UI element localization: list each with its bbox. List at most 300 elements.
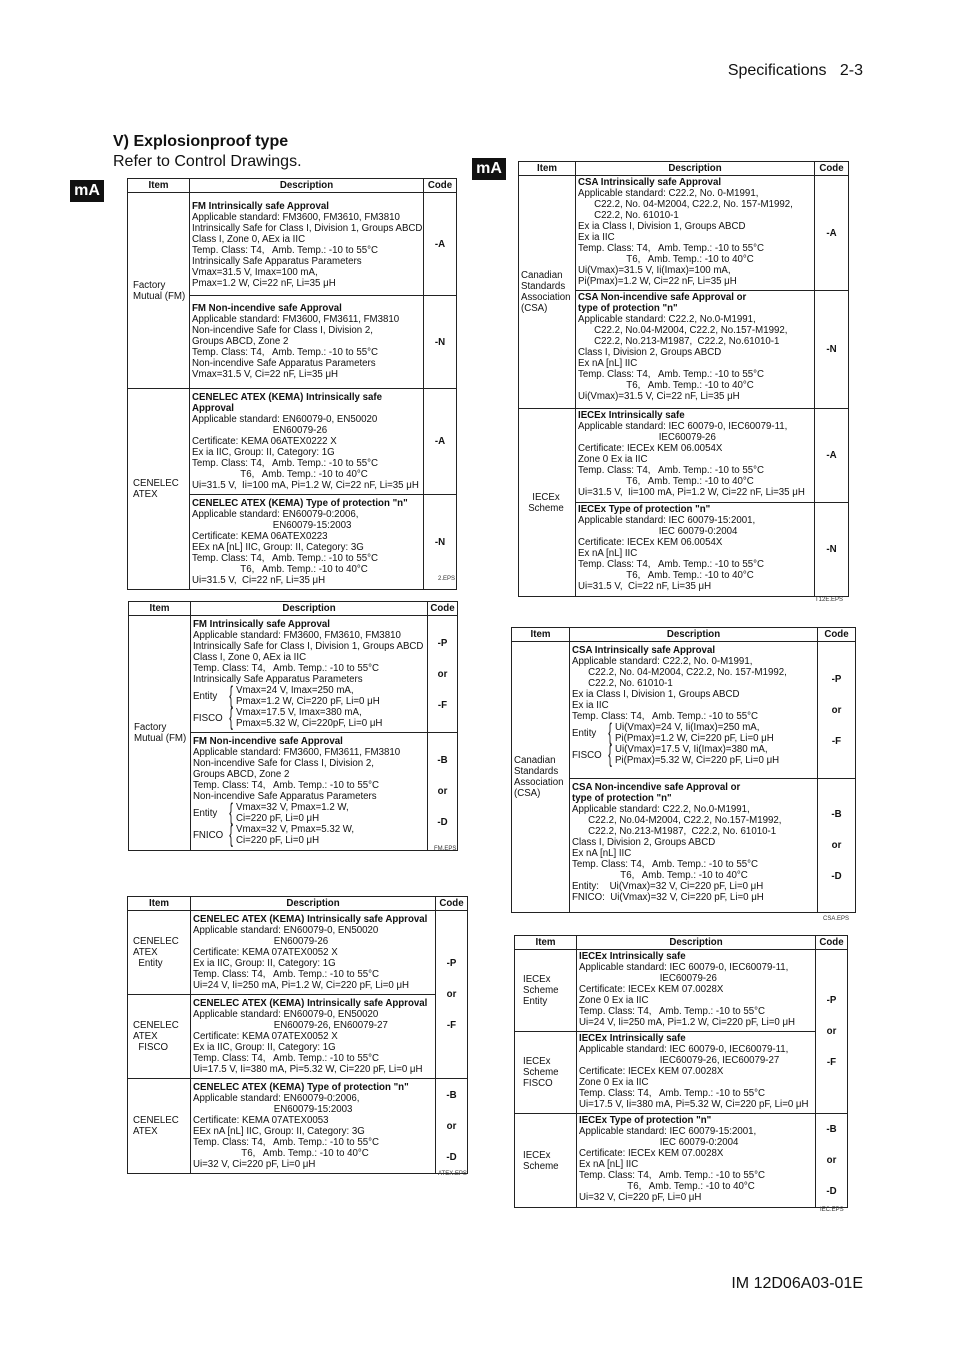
entity-parameters — [193, 682, 425, 709]
code-or: or — [437, 668, 448, 680]
description-title: IECEx Intrinsically safe — [578, 410, 685, 421]
description-line: Ex nA [nL] IIC — [578, 548, 638, 559]
code-value: -N — [826, 344, 837, 355]
item-cell — [519, 176, 576, 409]
table-row — [129, 616, 458, 733]
description-line: Ex nA [nL] IIC — [578, 358, 638, 369]
code-or: or — [446, 1120, 457, 1132]
column-header-item: Item — [519, 162, 576, 176]
column-header-item: Item — [512, 628, 570, 642]
description-title: IECEx Intrinsically safe — [579, 951, 686, 962]
description-cell — [191, 911, 436, 995]
description-line: Temp. Class: T4, Amb. Temp.: -10 to 55°C — [572, 711, 759, 722]
item-label: Canadian Standards Association (CSA) — [521, 270, 571, 314]
description-title: FM Non-incendive safe Approval — [193, 736, 343, 747]
description-line: Intrinsically Safe for Class I, Division 1, Groups ABCD — [193, 641, 424, 652]
item-label: CENELEC ATEX Entity — [133, 936, 179, 969]
description-line: Applicable standard: FM3600, FM3610, FM3810 — [192, 212, 400, 223]
column-header-code: Code — [815, 162, 849, 176]
table-row — [128, 911, 468, 995]
entity-label: Entity — [572, 727, 597, 739]
description-title: CENELEC ATEX (KEMA) Type of protection "n" — [193, 1082, 409, 1093]
item-cell — [515, 1032, 577, 1114]
code-or: or — [831, 840, 842, 851]
description-line: Temp. Class: T4, Amb. Temp.: -10 to 55°C — [578, 465, 765, 476]
header-section: Specifications — [727, 62, 827, 79]
column-header-code: Code — [424, 179, 457, 193]
param-line: Vmax=32 V, Pmax=1.2 W, — [236, 802, 349, 813]
description-line: Groups ABCD, Zone 2 — [192, 336, 289, 347]
code-or: or — [446, 989, 457, 1000]
brace-icon: { — [608, 719, 612, 746]
item-label: Canadian Standards Association (CSA) — [514, 755, 564, 799]
param-line: Pmax=5.32 W, Ci=220pF, Li=0 μH — [236, 718, 383, 729]
fisco-label: FISCO — [193, 712, 223, 724]
description-line: Applicable standard: C22.2, No. 0-M1991, — [578, 188, 759, 199]
description-line: IEC 60079-0:2004 — [579, 1137, 739, 1148]
code-value: -N — [434, 336, 446, 348]
description-line: EN60079-15:2003 — [193, 1104, 353, 1115]
description-title: IECEx Type of protection "n" — [578, 504, 711, 515]
description-line: T6, Amb. Temp.: -10 to 40°C — [578, 380, 754, 391]
column-header-description: Description — [190, 179, 424, 193]
description-line: Applicable standard: EN60079-0, EN50020 — [193, 1009, 379, 1020]
description-line: IEC60079-26, IEC60079-27 — [579, 1055, 780, 1066]
description-line: Ex ia IIC — [578, 232, 615, 243]
code-value: -B — [826, 1124, 837, 1135]
description-line: Applicable standard: IEC 60079-0, IEC60079-11, — [578, 421, 788, 432]
description-line: Zone 0 Ex ia IIC — [579, 1077, 649, 1088]
table-row — [515, 1032, 848, 1114]
figure-code: IEC.EPS — [820, 1207, 844, 1213]
description-line: C22.2, No. 61010-1 — [572, 678, 673, 689]
description-line: Temp. Class: T4, Amb. Temp.: -10 to 55°C — [192, 458, 379, 469]
code-cell — [424, 193, 457, 296]
description-line: T6, Amb. Temp.: -10 to 40°C — [578, 254, 754, 265]
description-line: C22.2, No. 04-M2004, C22.2, No. 157-M1992, — [578, 199, 793, 210]
fm-entity-fisco-table — [128, 601, 458, 851]
code-value: -F — [831, 735, 842, 747]
description-cell — [576, 291, 815, 409]
ma-badge-left: mA — [70, 180, 104, 202]
brace-icon: { — [608, 741, 612, 768]
item-cell — [519, 409, 576, 597]
item-cell — [128, 995, 191, 1079]
header-page-number: 2-3 — [839, 62, 863, 79]
column-header-code: Code — [436, 897, 468, 911]
csa-iecex-table — [518, 161, 849, 597]
description-line: Ex ia Class I, Division 1, Groups ABCD — [572, 689, 740, 700]
description-line: C22.2, No. 61010-1 — [578, 210, 679, 221]
description-line: Temp. Class: T4, Amb. Temp.: -10 to 55°C — [572, 859, 759, 870]
column-header-item: Item — [515, 936, 577, 950]
item-cell — [128, 193, 190, 389]
description-cell — [191, 733, 428, 851]
description-cell — [190, 193, 424, 296]
code-cell — [818, 779, 856, 913]
code-value: -D — [831, 871, 842, 882]
description-line: IEC 60079-0:2004 — [578, 526, 738, 537]
description-line: Intrinsically Safe Apparatus Parameters — [192, 256, 362, 267]
param-line: Vmax=24 V, Imax=250 mA, — [236, 685, 354, 696]
description-line: Certificate: IECEx KEM 07.0028X — [579, 1148, 724, 1159]
figure-code: CSA.EPS — [823, 916, 850, 922]
code-value: -N — [434, 536, 446, 548]
code-cell — [815, 503, 849, 597]
section-title: V) Explosionproof type — [113, 133, 289, 150]
description-line: EEx nA [nL] IIC, Group: II, Category: 3G — [192, 542, 364, 553]
code-value: -B — [831, 809, 842, 820]
description-line: C22.2, No.04-M2004, C22.2, No.157-M1992, — [572, 815, 782, 826]
param-line: Vmax=17.5 V, Imax=380 mA, — [236, 707, 362, 718]
code-value: -B — [446, 1089, 457, 1101]
table-row — [519, 176, 849, 291]
description-line: Class I, Zone 0, AEx ia IIC — [192, 234, 306, 245]
description-cell — [191, 995, 436, 1079]
fnico-label: FNICO — [193, 829, 224, 841]
item-cell — [128, 389, 190, 590]
item-cell — [128, 911, 191, 995]
fnico-parameters — [193, 821, 425, 848]
description-line: Temp. Class: T4, Amb. Temp.: -10 to 55°C — [193, 1137, 380, 1148]
description-line: Intrinsically Safe for Class I, Division 1, Groups ABCD — [192, 223, 423, 234]
description-line: T6, Amb. Temp.: -10 to 40°C — [578, 476, 754, 487]
entity-label: Entity — [193, 807, 218, 819]
description-line: Applicable standard: EN60079-0, EN50020 — [192, 414, 378, 425]
param-line: Ui(Vmax)=17.5 V, Ii(Imax)=380 mA, — [615, 744, 768, 755]
code-cell — [815, 291, 849, 409]
description-title: CENELEC ATEX (KEMA) Type of protection "n" — [192, 498, 408, 509]
param-line: Pmax=1.2 W, Ci=220 pF, Li=0 μH — [236, 696, 380, 707]
description-line: Certificate: IECEx KEM 06.0054X — [578, 443, 723, 454]
description-line: Applicable standard: C22.2, No.0-M1991, — [572, 804, 750, 815]
page-header — [0, 62, 863, 80]
column-header-item: Item — [128, 179, 190, 193]
description-line: Pmax=1.2 W, Ci=22 nF, Li=35 μH — [192, 278, 336, 289]
description-line: Pi(Pmax)=1.2 W, Ci=22 nF, Li=35 μH — [578, 276, 737, 287]
description-title: CSA Intrinsically safe Approval — [578, 177, 722, 188]
description-line: Ui=32 V, Ci=220 pF, Li=0 μH — [193, 1159, 316, 1170]
description-line: Class I, Division 2, Groups ABCD — [572, 837, 716, 848]
description-line: IEC60079-26 — [578, 432, 716, 443]
code-value: -N — [826, 544, 837, 555]
description-line: EN60079-26 — [193, 936, 329, 947]
code-cell — [424, 389, 457, 495]
code-or: or — [437, 786, 448, 797]
description-line: Ui(Vmax)=31.5 V, Ci=22 nF, Li=35 μH — [578, 391, 740, 402]
description-line: C22.2, No.213-M1987, C22.2, No.61010-1 — [578, 336, 780, 347]
code-value: -P — [831, 673, 842, 685]
description-line: Ui=24 V, Ii=250 mA, Pi=1.2 W, Ci=220 pF, Li=0 μH — [193, 980, 410, 991]
code-value: -D — [446, 1151, 457, 1163]
description-line: IEC60079-26 — [579, 973, 717, 984]
column-header-code: Code — [818, 628, 856, 642]
code-value: -D — [826, 1186, 837, 1197]
description-line: Ex ia IIC, Group: II, Category: 1G — [192, 447, 335, 458]
description-line: Applicable standard: IEC 60079-15:2001, — [578, 515, 756, 526]
description-line: T6, Amb. Temp.: -10 to 40°C — [192, 469, 368, 480]
figure-code: T12E.EPS — [815, 597, 844, 603]
section-subtitle: Refer to Control Drawings. — [113, 153, 302, 170]
item-label: IECEx Scheme Entity — [523, 974, 559, 1007]
code-value: -D — [437, 817, 448, 828]
param-line: Vmax=32 V, Pmax=5.32 W, — [236, 824, 355, 835]
description-line: Certificate: KEMA 07ATEX0052 X — [193, 947, 338, 958]
description-cell — [191, 1079, 436, 1174]
item-cell — [129, 616, 191, 851]
code-or: or — [831, 704, 842, 716]
description-line: Applicable standard: IEC 60079-0, IEC60079-11, — [579, 1044, 789, 1055]
item-label: Factory Mutual (FM) — [133, 279, 186, 302]
column-header-description: Description — [576, 162, 815, 176]
iecex-table — [514, 935, 848, 1208]
description-line: Intrinsically Safe Apparatus Parameters — [193, 674, 363, 685]
description-cell — [576, 503, 815, 597]
table-row — [128, 389, 457, 495]
description-line: Applicable standard: EN60079-0:2006, — [192, 509, 359, 520]
description-line: Temp. Class: T4, Amb. Temp.: -10 to 55°C — [578, 559, 765, 570]
description-line: Class I, Division 2, Groups ABCD — [578, 347, 722, 358]
description-line: Ui=31.5 V, Ci=22 nF, Li=35 μH — [192, 575, 326, 586]
description-line: T6, Amb. Temp.: -10 to 40°C — [193, 1148, 369, 1159]
description-cell — [190, 296, 424, 389]
description-line: Entity: Ui(Vmax)=32 V, Ci=220 pF, Li=0 μH — [572, 881, 764, 892]
table-row — [512, 642, 856, 779]
description-title: CSA Non-incendive safe Approval or type of protection "n" — [578, 292, 747, 314]
figure-code: 2.EPS — [438, 576, 456, 582]
code-value: -A — [434, 436, 446, 447]
description-line: Temp. Class: T4, Amb. Temp.: -10 to 55°C — [193, 780, 380, 791]
description-cell — [577, 1114, 816, 1208]
item-label: CENELEC ATEX FISCO — [133, 1020, 179, 1053]
description-line: Certificate: KEMA 07ATEX0053 — [193, 1115, 329, 1126]
description-line: Applicable standard: C22.2, No. 0-M1991, — [572, 656, 753, 667]
code-value: -F — [446, 1020, 457, 1031]
description-line: Ui=17.5 V, Ii=380 mA, Pi=5.32 W, Ci=220 pF, Li=0 μH — [579, 1099, 809, 1110]
description-line: EN60079-26, EN60079-27 — [193, 1020, 388, 1031]
figure-code: ATEX.EPS — [438, 1171, 467, 1177]
description-line: Temp. Class: T4, Amb. Temp.: -10 to 55°C — [579, 1006, 766, 1017]
description-line: Temp. Class: T4, Amb. Temp.: -10 to 55°C — [192, 347, 379, 358]
item-label: CENELEC ATEX — [133, 478, 179, 500]
description-line: Non-incendive Safe Apparatus Parameters — [192, 358, 376, 369]
column-header-description: Description — [577, 936, 816, 950]
description-line: Temp. Class: T4, Amb. Temp.: -10 to 55°C — [193, 1053, 380, 1064]
column-header-description: Description — [570, 628, 818, 642]
param-line: Pi(Pmax)=1.2 W, Ci=220 pF, Li=0 μH — [615, 733, 774, 744]
description-line: Ui=31.5 V, Ci=22 nF, Li=35 μH — [578, 581, 712, 592]
code-cell — [428, 616, 458, 733]
description-line: Applicable standard: IEC 60079-0, IEC60079-11, — [579, 962, 789, 973]
description-cell — [576, 409, 815, 503]
description-cell — [576, 176, 815, 291]
code-cell — [424, 296, 457, 389]
param-line: Ui(Vmax)=24 V, Ii(Imax)=250 mA, — [615, 722, 760, 733]
item-label: Factory Mutual (FM) — [134, 722, 187, 744]
table-row — [515, 950, 848, 1032]
code-cell — [428, 733, 458, 851]
description-line: Certificate: IECEx KEM 06.0054X — [578, 537, 723, 548]
description-line: Applicable standard: FM3600, FM3610, FM3810 — [193, 630, 401, 641]
description-line: Ui(Vmax)=31.5 V, Ii(Imax)=100 mA, — [578, 265, 731, 276]
param-line: Ci=220 pF, Li=0 μH — [236, 813, 320, 824]
code-value: -A — [826, 450, 837, 461]
description-line: EEx nA [nL] IIC, Group: II, Category: 3G — [193, 1126, 365, 1137]
code-value: -P — [437, 637, 448, 649]
description-line: EN60079-26 — [192, 425, 328, 436]
description-line: T6, Amb. Temp.: -10 to 40°C — [572, 870, 748, 881]
description-line: Non-incendive Safe Apparatus Parameters — [193, 791, 377, 802]
description-line: Ex ia IIC, Group: II, Category: 1G — [193, 1042, 336, 1053]
atex-table — [127, 896, 468, 1174]
description-line: Applicable standard: C22.2, No.0-M1991, — [578, 314, 756, 325]
description-line: Certificate: IECEx KEM 07.0028X — [579, 1066, 724, 1077]
csa-entity-fisco-table — [511, 627, 856, 913]
description-line: Temp. Class: T4, Amb. Temp.: -10 to 55°C — [192, 553, 379, 564]
description-line: Applicable standard: FM3600, FM3611, FM3810 — [193, 747, 401, 758]
code-value: -F — [437, 699, 448, 711]
code-cell — [816, 1114, 848, 1208]
description-cell — [577, 950, 816, 1032]
description-line: Ui=17.5 V, Ii=380 mA, Pi=5.32 W, Ci=220 pF, Li=0 μH — [193, 1064, 423, 1075]
description-line: Temp. Class: T4, Amb. Temp.: -10 to 55°C — [192, 245, 379, 256]
param-line: Ci=220 pF, Li=0 μH — [236, 835, 320, 846]
description-line: Ui=31.5 V, Ii=100 mA, Pi=1.2 W, Ci=22 nF, Li=35 μH — [192, 480, 419, 491]
description-line: Groups ABCD, Zone 2 — [193, 769, 290, 780]
code-value: -P — [446, 958, 457, 969]
description-cell — [190, 495, 424, 590]
code-value: -B — [437, 755, 448, 766]
description-line: Temp. Class: T4, Amb. Temp.: -10 to 55°C — [578, 369, 765, 380]
code-value: -F — [826, 1057, 837, 1068]
description-line: Vmax=31.5 V, Imax=100 mA, — [192, 267, 318, 278]
table-row — [128, 995, 468, 1079]
code-cell — [816, 950, 848, 1114]
description-line: Certificate: KEMA 06ATEX0222 X — [192, 436, 337, 447]
column-header-code: Code — [816, 936, 848, 950]
code-value: -A — [434, 238, 446, 250]
description-title: CENELEC ATEX (KEMA) Intrinsically safe Approval — [192, 392, 383, 414]
code-cell — [815, 409, 849, 503]
description-line: Applicable standard: FM3600, FM3611, FM3810 — [192, 314, 400, 325]
code-value: -A — [826, 227, 837, 239]
description-line: Certificate: KEMA 07ATEX0052 X — [193, 1031, 338, 1042]
description-cell — [570, 642, 818, 779]
description-line: Ex ia IIC, Group: II, Category: 1G — [193, 958, 336, 969]
description-title: FM Non-incendive safe Approval — [192, 303, 342, 314]
code-or: or — [826, 1155, 837, 1166]
description-line: EN60079-15:2003 — [192, 520, 352, 531]
description-title: CENELEC ATEX (KEMA) Intrinsically safe Approval — [193, 914, 428, 925]
entity-parameters — [193, 799, 425, 826]
table-row — [515, 1114, 848, 1208]
description-line: Ui=32 V, Ci=220 pF, Li=0 μH — [579, 1192, 702, 1203]
description-title: IECEx Intrinsically safe — [579, 1033, 686, 1044]
code-cell — [436, 911, 468, 1079]
column-header-item: Item — [129, 602, 191, 616]
description-cell — [577, 1032, 816, 1114]
description-line: C22.2, No. 04-M2004, C22.2, No. 157-M1992, — [572, 667, 787, 678]
brace-icon: { — [229, 682, 233, 709]
fisco-parameters — [193, 704, 425, 731]
item-cell — [512, 642, 570, 913]
description-cell — [191, 616, 428, 733]
item-label: IECEx Scheme — [523, 1149, 559, 1172]
description-line: Vmax=31.5 V, Ci=22 nF, Li=35 μH — [192, 369, 339, 380]
description-line: Ex nA [nL] IIC — [579, 1159, 639, 1170]
description-line: Temp. Class: T4, Amb. Temp.: -10 to 55°C — [193, 969, 380, 980]
description-line: Temp. Class: T4, Amb. Temp.: -10 to 55°C — [579, 1170, 766, 1181]
description-title: FM Intrinsically safe Approval — [193, 619, 330, 630]
description-line: Ui=31.5 V, Ii=100 mA, Pi=1.2 W, Ci=22 nF, Li=35 μH — [578, 487, 805, 498]
description-title: IECEx Type of protection "n" — [579, 1115, 712, 1126]
code-cell — [818, 642, 856, 779]
brace-icon: { — [229, 704, 233, 731]
description-line: Certificate: IECEx KEM 07.0028X — [579, 984, 724, 995]
description-line: Applicable standard: EN60079-0:2006, — [193, 1093, 360, 1104]
description-line: T6, Amb. Temp.: -10 to 40°C — [578, 570, 754, 581]
column-header-description: Description — [191, 897, 436, 911]
document-number: IM 12D06A03-01E — [731, 1275, 863, 1292]
description-line: Zone 0 Ex ia IIC — [579, 995, 649, 1006]
description-line: Non-incendive Safe for Class I, Division 2, — [193, 758, 374, 769]
description-line: Applicable standard: EN60079-0, EN50020 — [193, 925, 379, 936]
description-line: Ex ia Class I, Division 1, Groups ABCD — [578, 221, 746, 232]
item-cell — [515, 950, 577, 1032]
table-row — [128, 1079, 468, 1174]
description-line: Ui=24 V, Ii=250 mA, Pi=1.2 W, Ci=220 pF, Li=0 μH — [579, 1017, 796, 1028]
fisco-parameters — [572, 741, 815, 768]
description-title: FM Intrinsically safe Approval — [192, 201, 329, 212]
param-line: Pi(Pmax)=5.32 W, Ci=220 pF, Li=0 μH — [615, 755, 780, 766]
fm-atex-table — [127, 178, 457, 590]
description-line: Temp. Class: T4, Amb. Temp.: -10 to 55°C — [579, 1088, 766, 1099]
description-line: Temp. Class: T4, Amb. Temp.: -10 to 55°C — [578, 243, 765, 254]
column-header-description: Description — [191, 602, 428, 616]
code-or: or — [826, 1026, 837, 1037]
table-row — [519, 409, 849, 503]
description-line: T6, Amb. Temp.: -10 to 40°C — [192, 564, 368, 575]
description-line: Non-incendive Safe for Class I, Division 2, — [192, 325, 373, 336]
figure-code: FM.EPS — [434, 846, 457, 852]
description-line: C22.2, No.04-M2004, C22.2, No.157-M1992, — [578, 325, 788, 336]
description-line: Class I, Zone 0, AEx ia IIC — [193, 652, 307, 663]
description-line: C22.2, No.213-M1987, C22.2, No. 61010-1 — [572, 826, 777, 837]
fisco-label: FISCO — [572, 749, 602, 761]
brace-icon: { — [229, 799, 233, 826]
description-line: Certificate: KEMA 06ATEX0223 — [192, 531, 328, 542]
code-cell — [436, 1079, 468, 1174]
description-title: CSA Non-incendive safe Approval or type of protection "n" — [572, 782, 741, 804]
item-cell — [128, 1079, 191, 1174]
item-label: CENELEC ATEX — [133, 1115, 179, 1137]
description-line: T6, Amb. Temp.: -10 to 40°C — [579, 1181, 755, 1192]
description-title: CENELEC ATEX (KEMA) Intrinsically safe Approval — [193, 998, 428, 1009]
description-line: Temp. Class: T4, Amb. Temp.: -10 to 55°C — [193, 663, 380, 674]
code-value: -P — [826, 995, 837, 1006]
description-line: Zone 0 Ex ia IIC — [578, 454, 648, 465]
item-label: IECEx Scheme FISCO — [523, 1056, 559, 1089]
entity-label: Entity — [193, 690, 218, 702]
description-line: Applicable standard: IEC 60079-15:2001, — [579, 1126, 757, 1137]
column-header-item: Item — [128, 897, 191, 911]
description-line: Ex ia IIC — [572, 700, 609, 711]
description-title: CSA Intrinsically safe Approval — [572, 645, 716, 656]
description-cell — [190, 389, 424, 495]
description-line: FNICO: Ui(Vmax)=32 V, Ci=220 pF, Li=0 μH — [572, 892, 764, 903]
table-row — [128, 193, 457, 296]
code-cell — [815, 176, 849, 291]
